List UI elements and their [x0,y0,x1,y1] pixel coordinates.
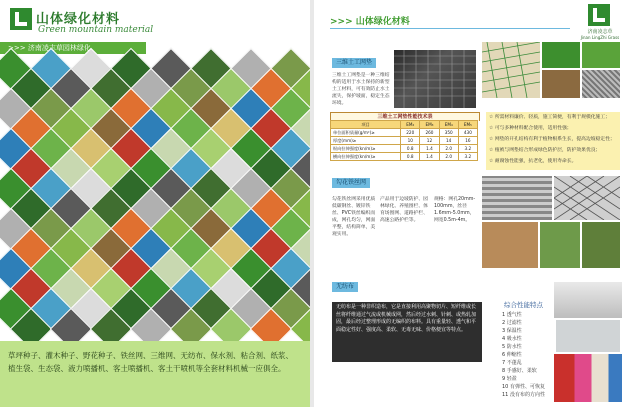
benefit-item: ☆ 可与多种材料配合使用，适用性强； [489,126,572,131]
feature-item: 9 轻盈 [502,376,517,382]
table-cell: 纵向拉伸强度(kn/m)≥ [331,145,401,153]
green-slope-photo [582,42,620,68]
planted-slope-photo [582,222,620,268]
header-divider [330,28,570,29]
section-title-wire: 勾花铁丝网 [332,178,370,188]
geonet-text: 三维土工网垫是一种三维结构的适用于水土保持的新型土工材料，可有效防止水土流失，保护坡面，稳定生态环境。 [332,73,390,106]
feature-item: 4 吸水性 [502,336,522,342]
features-title: 综合性能特点 [504,301,543,309]
table-cell: 350 [439,129,458,137]
spec-header-cell: EM₂ [401,121,420,129]
table-cell: 3.2 [458,145,477,153]
right-logo-icon [588,4,610,26]
spec-header-cell: EM₃ [420,121,439,129]
table-cell: 430 [458,129,477,137]
mesh-roll-photo [582,70,620,98]
table-cell: 0.8 [401,153,420,161]
right-page [314,0,630,407]
fabric-text: 无纺布是一种非织造布，它是直接利用高聚物切片、短纤维或长丝将纤维通过气流或机械成网，然后经过水刺、针刺、或热轧加固，最后经过整理形成的无编织的布料。具有重量轻、透气和平面稳定性好、强度高、柔软、无毒无味、价格便宜等特点。 [336,304,477,333]
feature-item: 6 伸缩性 [502,352,522,358]
benefit-item: ☆ 植被与网垫结合形成绿色防护层，防护效果优良； [489,148,601,153]
table-cell: 单位面积质量(g/m²)≥ [331,129,401,137]
wire-text-col3: 规格：网孔20mm-100mm，丝径1.6mm-5.0mm，网宽0.5m-4m。 [434,197,476,223]
table-cell: 2.0 [439,153,458,161]
company-banner: >>> 济南凌志草园林绿化 [0,42,146,54]
table-row [331,129,478,137]
feature-item: 8 手感好、柔软 [502,368,537,374]
netting-photo-graphic [482,42,540,98]
feature-item: 10 有弹性、可恢复 [502,384,545,390]
spec-header-cell: 项目 [331,121,401,129]
feature-item: 7 不蓬乱 [502,360,522,366]
right-logo-cn: 济南凌志草 [587,29,613,35]
benefit-item: ☆ 网垫的开孔结构有利于植物根系生长，提高边坡稳定性； [489,137,615,142]
slope-wire-photo [482,222,538,268]
table-row [331,153,478,161]
fabric-samples-photo [554,354,622,402]
table-cell: 1.4 [420,153,439,161]
feature-item: 3 保温性 [502,328,522,334]
table-cell: 厚度(mm)≥ [331,137,401,145]
wire-text-col2: 产品用于边坡防护、园林绿化、养殖围栏、体育场围网、道路护栏、高速公路护栏等。 [380,197,428,223]
table-cell: 16 [458,137,477,145]
table-cell: 3.2 [458,153,477,161]
spec-table-header [331,121,478,129]
feature-item: 2 过滤性 [502,320,522,326]
table-cell: 横向拉伸强度(kn/m)≥ [331,153,401,161]
right-header: >>> 山体绿化材料 [330,17,410,27]
brand-title: 山体绿化材料 [36,12,121,27]
feature-item: 5 防水性 [502,344,522,350]
left-page [0,0,310,407]
install-photo [540,222,580,268]
fabric-roll-photo [556,320,620,352]
table-row [331,145,478,153]
netting-photo [482,42,540,98]
chainlink-graphic [554,176,620,220]
section-title-fabric: 无纺布 [332,282,358,292]
brand-subtitle: Green mountain material [38,25,154,35]
geonet-photo [394,50,476,108]
section-title-geonet: 三维土工网垫 [332,58,376,68]
table-row [331,137,478,145]
product-list-text: 草坪种子、灌木种子、野花种子、铁丝网、三维网、无纺布、保水剂、粘合剂、纸浆、植生袋、生态袋、液力喷播机、客土喷播机、客土干喷机等全套材料机械一应俱全。 [8,351,293,373]
spec-table [330,120,478,161]
table-cell: 1.4 [420,145,439,153]
feature-item: 11 没有布的方向性 [502,392,545,398]
table-cell: 220 [401,129,420,137]
table-cell: 0.8 [401,145,420,153]
feature-item: 1 透气性 [502,312,522,318]
photo-collage [0,60,310,340]
planting-photo [542,70,580,98]
brand-logo-icon [10,8,32,30]
table-cell: 260 [420,129,439,137]
spec-header-cell: EM₅ [458,121,477,129]
table-cell: 14 [439,137,458,145]
lawn-photo [542,42,580,68]
table-cell: 10 [401,137,420,145]
table-cell: 2.0 [439,145,458,153]
benefit-item: ☆ 耐腐蚀性能强，抗老化，使用寿命长。 [489,159,577,164]
spec-header-cell: EM₄ [439,121,458,129]
right-logo-en: Jinan LingZhi Grass [580,35,620,40]
wire-text-col1: 勾花铁丝网采用优质低碳钢丝、镀锌铁丝、PVC铁丝编织而成，网孔均匀，网面平整，结构简单，美观实用。 [332,197,376,237]
benefit-item: ☆ 所需材料廉价、轻质，施工简便，有利于规模化施工； [489,115,610,120]
fabric-slope-photo [554,282,622,318]
wire-roll-photo [482,176,552,220]
geonet-photo-graphic [394,50,476,108]
chainlink-photo [554,176,620,220]
table-cell: 12 [420,137,439,145]
spec-table-title: 三维土工网垫性能技术表 [330,112,480,121]
